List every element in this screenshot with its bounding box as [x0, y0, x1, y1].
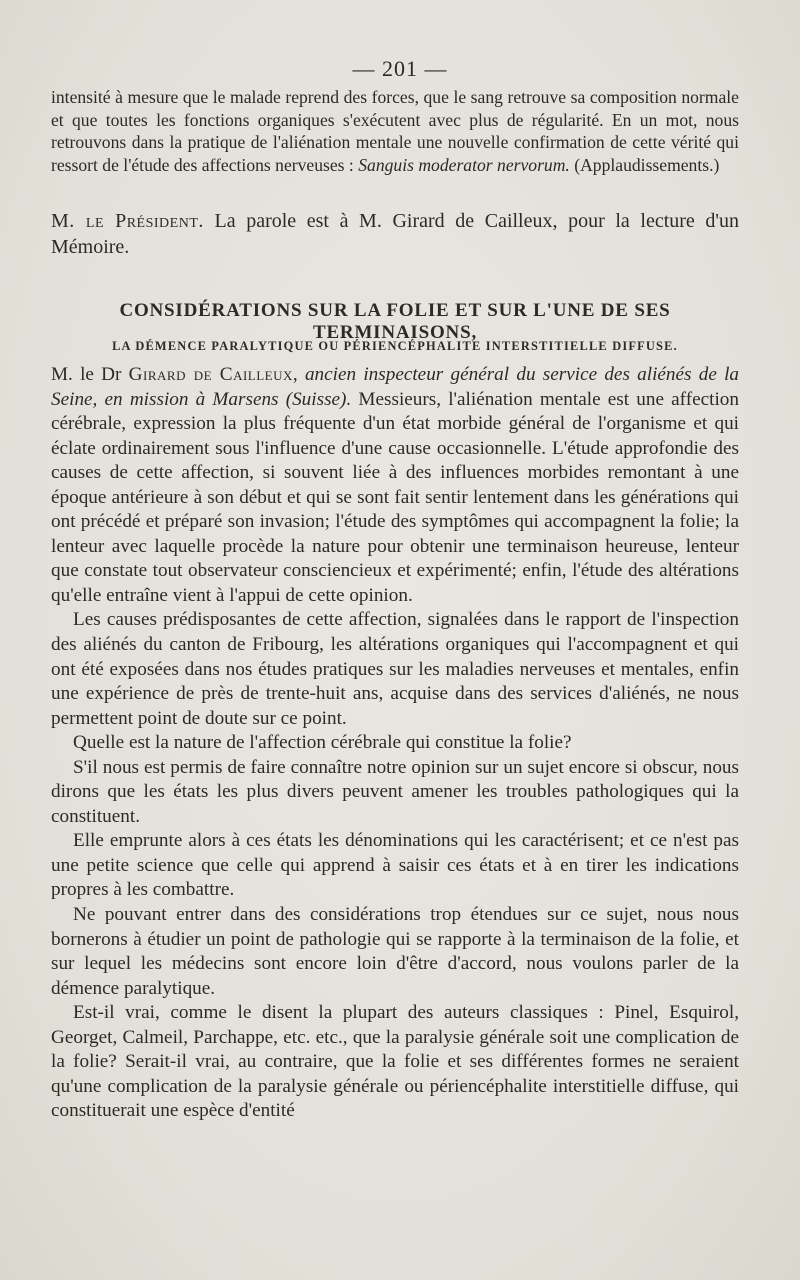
page-number: — 201 —: [352, 56, 448, 81]
author-prefix: M. le Dr: [51, 364, 129, 385]
author-role: ancien inspecteur général du service des aliénés de la Seine, en mission à Marsens (Suisse).: [51, 364, 740, 410]
section-title: CONSIDÉRATIONS SUR LA FOLIE ET SUR L'UNE DE SES TERMINAISONS,: [119, 300, 671, 343]
paragraph-1-text: Messieurs, l'aliénation mentale est une affection cérébrale, expression la plus fréquente d'un état morbide général de l'organisme et qui éclate ordinairement sous l'influence d'une cause occasionnelle. L'étude approfondie des causes de cette affection, si souvent liée à des influences morbides remontant à une époque antérieure à son début et qui se sont fait sentir lentement dans les générations qui ont précédé et préparé son invasion; l'étude des symptômes qui accompagnent la folie; la lenteur avec laquelle procède la nature pour obtenir une terminaison heureuse, lenteur que constate tout observateur consciencieux et expérimenté; enfin, l'étude des altérations qu'elle entraîne vient à l'appui de cette opinion.: [51, 388, 739, 606]
paragraph-5: Elle emprunte alors à ces états les dénominations qui les caractérisent; et ce n'est pas une petite science que celle qui apprend à saisir ces états et à en tirer les indications propres à les combattre.: [51, 830, 739, 901]
paragraph-4: S'il nous est permis de faire connaître notre opinion sur un sujet encore si obscur, nous dirons que les états les plus divers peuvent amener les troubles pathologiques qui la constituent.: [51, 756, 739, 827]
paragraph-1: M. le Dr Girard de Cailleux, ancien inspecteur général du service des aliénés de la Seine, en mission à Marsens (Suisse). Messieurs, l'aliénation mentale est une affection cérébrale, expression la plus fréquente d'un état morbide général de l'organisme et qui éclate ordinairement sous l'influence d'une cause occasionnelle. L'étude approfondie des causes de cette affection, si souvent liée à des influences morbides remontant à une époque antérieure à son début et qui se sont fait sentir lentement dans les générations qui ont précédé et préparé son invasion; l'étude des symptômes qui accompagnent la folie; la lenteur avec laquelle procède la nature pour obtenir une terminaison heureuse, lenteur que constate tout observateur consciencieux et expérimenté; enfin, l'étude des altérations qu'elle entraîne vient à l'appui de cette opinion.: [51, 364, 740, 606]
president-text: La parole est à M. Girard de Cailleux, pour la lecture d'un Mémoire.: [51, 210, 740, 258]
author-name: Girard de Cailleux: [128, 364, 293, 385]
president-paragraph: [51, 208, 739, 260]
applause-note: (Applaudissements.): [569, 154, 720, 175]
speaker-label: M. le Président.: [51, 210, 204, 232]
paragraph-6: Ne pouvant entrer dans des considérations trop étendues sur ce sujet, nous nous bornerons à étudier un point de pathologie qui se rapporte à la terminaison de la folie, et sur lequel les médecins sont encore loin d'être d'accord, nous voulons parler de la démence paralytique.: [51, 904, 739, 999]
continuation-text: intensité à mesure que le malade reprend des forces, que le sang retrouve sa composition normale et que toutes les fonctions organiques s'exécutent avec plus de régularité. En un mot, nous retrouvons dans la pratique de l'aliénation mentale une nouvelle confirmation de cette vérité qui ressort de l'étude des affections nerveuses :: [51, 87, 739, 175]
continuation-paragraph: [51, 86, 739, 176]
memoir-body: [51, 363, 739, 1124]
section-subtitle: LA DÉMENCE PARALYTIQUE OU PÉRIENCÉPHALITE INTERSTITIELLE DIFFUSE.: [112, 339, 678, 353]
paragraph-3: Quelle est la nature de l'affection cérébrale qui constitue la folie?: [73, 732, 572, 754]
paragraph-2: Les causes prédisposantes de cette affection, signalées dans le rapport de l'inspection des aliénés du canton de Fribourg, les altérations organiques qui l'accompagnent et qui ont été exposées dans nos études pratiques sur les maladies nerveuses et mentales, enfin une expérience de près de trente-huit ans, acquise dans des services d'aliénés, ne nous permettent point de doute sur ce point.: [51, 609, 739, 729]
latin-quote: Sanguis moderator nervorum.: [358, 154, 570, 175]
paragraph-7: Est-il vrai, comme le disent la plupart des auteurs classiques : Pinel, Esquirol, Georget, Calmeil, Parchappe, etc. etc., que la paralysie générale soit une complication de la folie? Serait-il vrai, au contraire, que la folie et ses différentes formes ne seraient qu'une complication de la paralysie générale ou périencéphalite interstitielle diffuse, qui constituerait une espèce d'entité: [51, 1002, 739, 1122]
